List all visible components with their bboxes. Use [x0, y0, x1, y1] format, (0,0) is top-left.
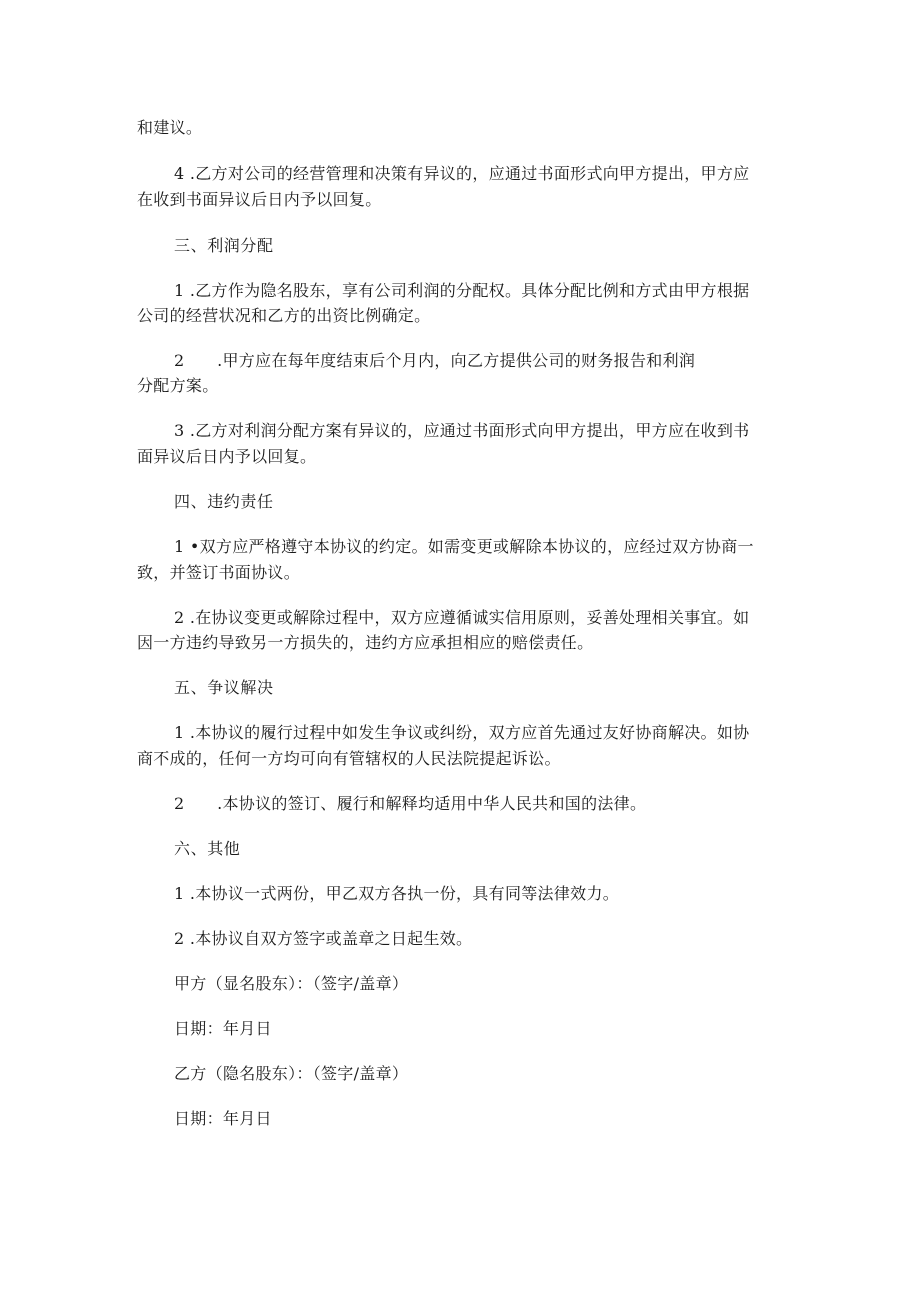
text-line: 商不成的，任何一方均可向有管辖权的人民法院提起诉讼。	[137, 749, 561, 768]
text-line: 2 .甲方应在每年度结束后个月内，向乙方提供公司的财务报告和利润	[174, 351, 696, 370]
text-line: 和建议。	[137, 118, 203, 137]
text-line: 分配方案。	[137, 376, 219, 395]
section-heading: 六、其他	[174, 839, 241, 858]
text-line: 1 •双方应严格遵守本协议的约定。如需变更或解除本协议的，应经过双方协商一	[174, 537, 754, 556]
text-line: 1 .本协议的履行过程中如发生争议或纠纷，双方应首先通过友好协商解决。如协	[174, 723, 750, 742]
text-line: 2 .本协议的签订、履行和解释均适用中华人民共和国的法律。	[174, 794, 647, 813]
text-line: 致，并签订书面协议。	[137, 563, 301, 582]
text-line: 3 .乙方对利润分配方案有异议的，应通过书面形式向甲方提出，甲方应在收到书	[174, 421, 750, 440]
text-line: 1 .乙方作为隐名股东，享有公司利润的分配权。具体分配比例和方式由甲方根据	[174, 281, 750, 300]
signature-line-party-a: 甲方（显名股东）：（签字/盖章）	[174, 974, 409, 993]
section-heading: 三、利润分配	[174, 236, 274, 255]
text-line: 面异议后日内予以回复。	[137, 447, 317, 466]
date-line-party-a: 日期：年月日	[174, 1019, 272, 1038]
text-line: 1 .本协议一式两份，甲乙双方各执一份，具有同等法律效力。	[174, 884, 620, 903]
text-line: 2 .本协议自双方签字或盖章之日起生效。	[174, 929, 473, 948]
text-line: 在收到书面异议后日内予以回复。	[137, 190, 382, 209]
section-heading: 五、争议解决	[174, 678, 274, 697]
date-line-party-b: 日期：年月日	[174, 1109, 272, 1128]
text-line: 2 .在协议变更或解除过程中，双方应遵循诚实信用原则，妥善处理相关事宜。如	[174, 608, 750, 627]
section-heading: 四、违约责任	[174, 492, 274, 511]
text-line: 4 .乙方对公司的经营管理和决策有异议的，应通过书面形式向甲方提出，甲方应	[174, 164, 750, 183]
text-line: 因一方违约导致另一方损失的，违约方应承担相应的赔偿责任。	[137, 633, 594, 652]
signature-line-party-b: 乙方（隐名股东）：（签字/盖章）	[174, 1064, 409, 1083]
text-line: 公司的经营状况和乙方的出资比例确定。	[137, 306, 431, 325]
